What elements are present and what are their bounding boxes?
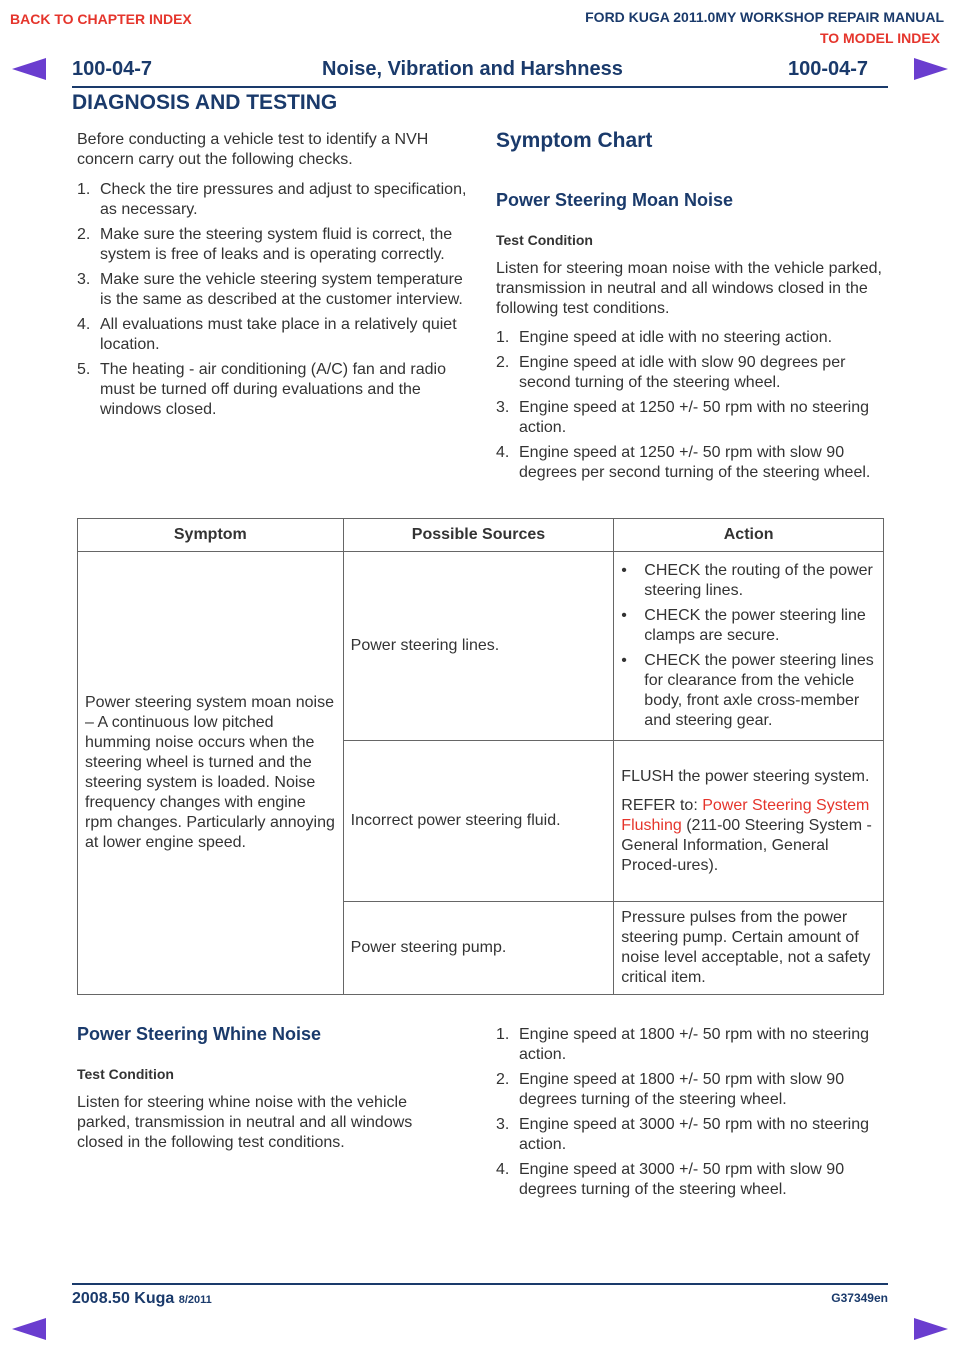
column-header-symptom: Symptom — [78, 519, 344, 552]
moan-steps-list — [496, 328, 886, 488]
list-item: 3. Make sure the vehicle steering system temperature is the same as described at the customer interview. — [77, 271, 463, 308]
list-item: • CHECK the power steering lines for clearance from the vehicle body, front axle cross-member and steering gear. — [621, 652, 874, 729]
section-title: DIAGNOSIS AND TESTING — [72, 91, 338, 114]
previous-page-arrow-icon[interactable] — [12, 58, 46, 80]
intro-text: Before conducting a vehicle test to identify a NVH concern carry out the following checks. — [77, 131, 429, 168]
symptom-chart-heading: Symptom Chart — [496, 129, 653, 152]
list-item: 4. Engine speed at 1250 +/- 50 rpm with slow 90 degrees per second turning of the steering wheel. — [496, 444, 871, 481]
next-page-arrow-icon[interactable] — [914, 1318, 948, 1340]
action-cell — [614, 741, 884, 902]
list-item: 1. Engine speed at 1800 +/- 50 rpm with no steering action. — [496, 1026, 869, 1063]
list-item: 3. Engine speed at 3000 +/- 50 rpm with no steering action. — [496, 1116, 869, 1153]
page-title: Noise, Vibration and Harshness — [322, 58, 623, 80]
source-cell: Power steering lines. — [343, 552, 614, 741]
action-cell: Pressure pulses from the power steering pump. Certain amount of noise level acceptable, not a safety critical item. — [614, 902, 884, 995]
source-cell: Incorrect power steering fluid. — [343, 741, 614, 902]
list-item: 3. Engine speed at 1250 +/- 50 rpm with no steering action. — [496, 399, 869, 436]
table-header-row — [78, 519, 884, 552]
symptom-cell: Power steering system moan noise – A continuous low pitched humming noise occurs when the steering wheel is turned and the steering system is loaded. Noise frequency changes with engine rpm changes. Particularly annoying at lower engine speed. — [78, 552, 344, 995]
column-header-possible-sources: Possible Sources — [343, 519, 614, 552]
whine-steps-list — [496, 1025, 886, 1205]
symptom-table — [77, 518, 884, 995]
footer-divider — [72, 1283, 888, 1285]
moan-test-condition-label: Test Condition — [496, 232, 593, 248]
source-cell: Power steering pump. — [343, 902, 614, 995]
list-item: 2. Engine speed at 1800 +/- 50 rpm with slow 90 degrees turning of the steering wheel. — [496, 1071, 845, 1108]
intro-steps-list — [77, 180, 471, 425]
back-to-chapter-index-link[interactable]: BACK TO CHAPTER INDEX — [10, 11, 192, 27]
moan-test-text: Listen for steering moan noise with the vehicle parked, transmission in neutral and all windows closed in the following test conditions. — [496, 260, 882, 317]
action-cell — [614, 552, 884, 741]
refer-text: REFER to: Power Steering System Flushing (211-00 Steering System - General Information, General Proced-ures). — [621, 796, 872, 874]
whine-noise-heading: Power Steering Whine Noise — [77, 1024, 322, 1044]
moan-noise-heading: Power Steering Moan Noise — [496, 190, 734, 210]
list-item: 1. Engine speed at idle with no steering action. — [496, 329, 833, 346]
footer-model: 2008.50 Kuga 8/2011 — [72, 1290, 212, 1307]
list-item: 2. Make sure the steering system fluid is correct, the system is free of leaks and is operating correctly. — [77, 226, 453, 263]
table-row — [78, 552, 884, 741]
next-page-arrow-icon[interactable] — [914, 58, 948, 80]
list-item: 2. Engine speed at idle with slow 90 degrees per second turning of the steering wheel. — [496, 354, 846, 391]
list-item: 4. All evaluations must take place in a relatively quiet location. — [77, 316, 457, 353]
page-number-right: 100-04-7 — [788, 58, 869, 80]
whine-test-condition-label: Test Condition — [77, 1066, 174, 1082]
header-divider — [72, 86, 888, 88]
list-item: 1. Check the tire pressures and adjust to specification, as necessary. — [77, 181, 467, 218]
power-steering-flushing-link[interactable]: Power Steering System Flushing — [621, 796, 870, 834]
list-item: • CHECK the routing of the power steering lines. — [621, 562, 873, 599]
list-item: 5. The heating - air conditioning (A/C) fan and radio must be turned off during evaluations and the windows closed. — [77, 361, 446, 418]
list-item: 4. Engine speed at 3000 +/- 50 rpm with slow 90 degrees turning of the steering wheel. — [496, 1161, 845, 1198]
page-number-left: 100-04-7 — [72, 58, 153, 80]
previous-page-arrow-icon[interactable] — [12, 1318, 46, 1340]
column-header-action: Action — [614, 519, 884, 552]
whine-test-text: Listen for steering whine noise with the vehicle parked, transmission in neutral and all windows closed in the following test conditions. — [77, 1094, 413, 1151]
list-item: • CHECK the power steering line clamps are secure. — [621, 607, 866, 644]
to-model-index-link[interactable]: TO MODEL INDEX — [819, 30, 940, 46]
footer-code: G37349en — [831, 1291, 888, 1305]
manual-title: FORD KUGA 2011.0MY WORKSHOP REPAIR MANUAL — [585, 9, 944, 25]
action-text: FLUSH the power steering system. — [621, 767, 870, 785]
